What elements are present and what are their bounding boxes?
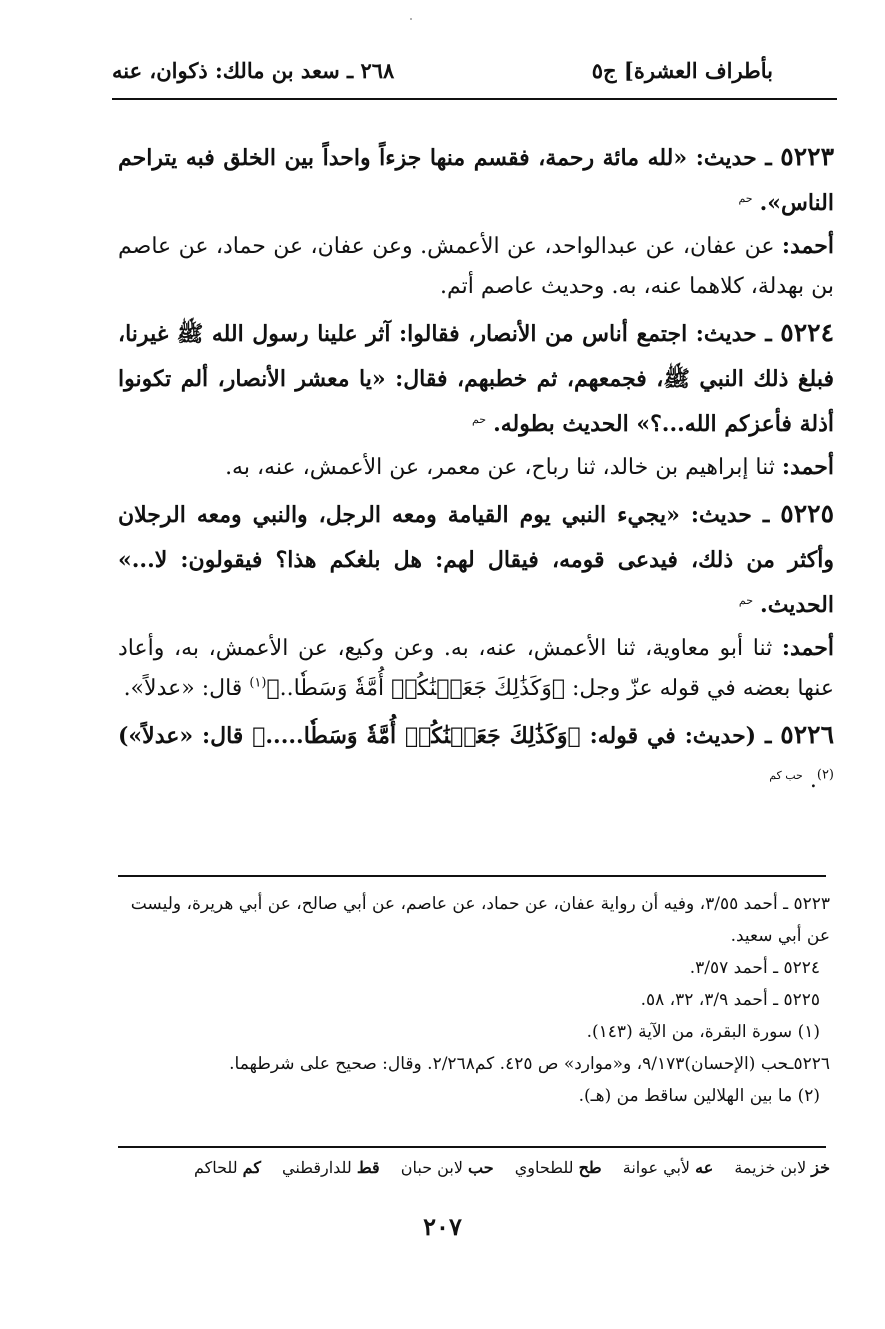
abbreviation-name: للطحاوي xyxy=(514,1158,574,1177)
abbreviation-code: حب xyxy=(468,1158,494,1177)
source-text: ثنا إبراهيم بن خالد، ثنا رباح، عن معمر، عن الأعمش، عنه، به. xyxy=(225,455,782,480)
footnote-ref: (١) xyxy=(249,675,267,691)
footnote-ref: (٢) xyxy=(816,767,834,783)
footnote-rule xyxy=(118,875,826,877)
page-number: ٢٠٧ xyxy=(423,1212,462,1241)
hadith-label: ـ حديث: xyxy=(695,145,781,171)
hadith-source xyxy=(118,628,834,709)
hadith-label: ـ (حديث: xyxy=(684,723,781,749)
abbreviation-name: لأبي عوانة xyxy=(622,1158,691,1177)
footnote: ٥٢٢٥ ـ أحمد ٣/٩، ٣٢، ٥٨. xyxy=(640,990,820,1010)
hadith-entry xyxy=(118,713,834,803)
running-header xyxy=(112,58,773,92)
hadith-label: ـ حديث: xyxy=(690,502,781,528)
hadith-number: ٥٢٢٥ xyxy=(780,499,834,528)
hadith-text: «لله مائة رحمة، فقسم منها جزءاً واحداً بين الخلق فبه يتراحم الناس». xyxy=(118,145,834,216)
abbreviation-name: لابن حبان xyxy=(400,1158,463,1177)
source-text-tail: قال: «عدلاً». xyxy=(123,676,250,701)
source-author: أحمد: xyxy=(781,635,834,661)
abbreviation-item xyxy=(515,1158,602,1177)
hadith-entry xyxy=(118,311,834,447)
abbreviation-item xyxy=(734,1158,830,1177)
hadith-text: اجتمع أناس من الأنصار، فقالوا: آثر علينا رسول الله ﷺ غيرنا، فبلغ ذلك النبي ﷺ، فجمعهم، ثم خطبهم، فقال: «يا معشر الأنصار، ألم تكونوا أذلة فأعزكم الله...؟» الحديث بطوله. xyxy=(118,321,834,437)
abbreviation-code: عه xyxy=(695,1158,714,1177)
footnote: (٢) ما بين الهلالين ساقط من (هـ). xyxy=(578,1086,820,1106)
footnote: ٥٢٢٦ـحب (الإحسان)٩/١٧٣، و«موارد» ص ٤٢٥. كم٢/٢٦٨. وقال: صحيح على شرطهما. xyxy=(229,1054,830,1074)
abbreviation-code: قط xyxy=(356,1158,380,1177)
hadith-text: «يجيء النبي يوم القيامة ومعه الرجل، والنبي ومعه الرجلان وأكثر من ذلك، فيدعى قومه، فيقال لهم: هل بلغكم هذا؟ فيقولون: لا...» الحديث. xyxy=(118,502,834,618)
source-symbol: حب كم xyxy=(769,768,803,782)
scan-speck xyxy=(410,18,412,20)
abbreviation-name: لابن خزيمة xyxy=(734,1158,807,1177)
abbreviation-item xyxy=(623,1158,714,1177)
header-rule xyxy=(112,98,837,100)
abbreviation-name: للحاكم xyxy=(193,1158,238,1177)
source-author: أحمد: xyxy=(781,233,834,259)
hadith-label: ـ حديث: xyxy=(695,321,781,347)
header-book-title: بأطراف العشرة] ج٥ xyxy=(591,58,773,83)
source-symbol: حم xyxy=(471,412,487,426)
footnote: ٥٢٢٤ ـ أحمد ٣/٥٧. xyxy=(689,958,820,978)
abbreviation-item xyxy=(282,1158,380,1177)
footnote: (١) سورة البقرة، من الآية (١٤٣). xyxy=(586,1022,820,1042)
hadith-text-tail: . xyxy=(809,768,817,793)
abbreviation-code: خز xyxy=(811,1158,830,1177)
abbreviation-code: كم xyxy=(242,1158,261,1177)
abbreviation-key xyxy=(118,1158,830,1177)
hadith-source xyxy=(118,226,834,307)
source-text: ثنا أبو معاوية، ثنا الأعمش، عنه، به. وعن وكيع، عن الأعمش، به، وأعاد عنها بعضه في قوله عزّ وجل: ﴿وَكَذَٰلِكَ جَعَلۡنَٰكُمۡ أُمَّةٗ وَسَطٗا..﴾ xyxy=(118,636,834,701)
hadith-source xyxy=(118,447,834,488)
hadith-entry xyxy=(118,135,834,226)
source-symbol: حم xyxy=(738,191,753,205)
hadith-entry xyxy=(118,492,834,628)
hadith-number: ٥٢٢٤ xyxy=(780,318,834,347)
hadith-number: ٥٢٢٦ xyxy=(780,720,834,749)
abbreviation-item xyxy=(401,1158,494,1177)
footnotes xyxy=(118,888,830,1112)
abbreviation-code: طح xyxy=(578,1158,602,1177)
header-section-title: ٢٦٨ ـ سعد بن مالك: ذكوان، عنه xyxy=(112,58,395,83)
abbreviation-name: للدارقطني xyxy=(282,1158,352,1177)
abbreviation-item xyxy=(194,1158,261,1177)
source-author: أحمد: xyxy=(781,454,834,480)
footnote: ٥٢٢٣ ـ أحمد ٣/٥٥، وفيه أن رواية عفان، عن حماد، عن عاصم، عن أبي صالح، عن أبي هريرة، وليست عن أبي سعيد. xyxy=(130,894,830,946)
main-text xyxy=(118,135,834,803)
abbreviation-rule xyxy=(118,1146,826,1148)
hadith-text: في قوله: ﴿وَكَذَٰلِكَ جَعَلۡنَٰكُمۡ أُمَّةٗ وَسَطٗا.....﴾ قال: «عدلاً») xyxy=(118,723,685,749)
source-text: عن عفان، عن عبدالواحد، عن الأعمش. وعن عفان، عن حماد، عن عاصم بن بهدلة، كلاهما عنه، به. وحديث عاصم أتم. xyxy=(118,234,834,299)
hadith-number: ٥٢٢٣ xyxy=(780,142,834,171)
source-symbol: حم xyxy=(738,593,754,607)
